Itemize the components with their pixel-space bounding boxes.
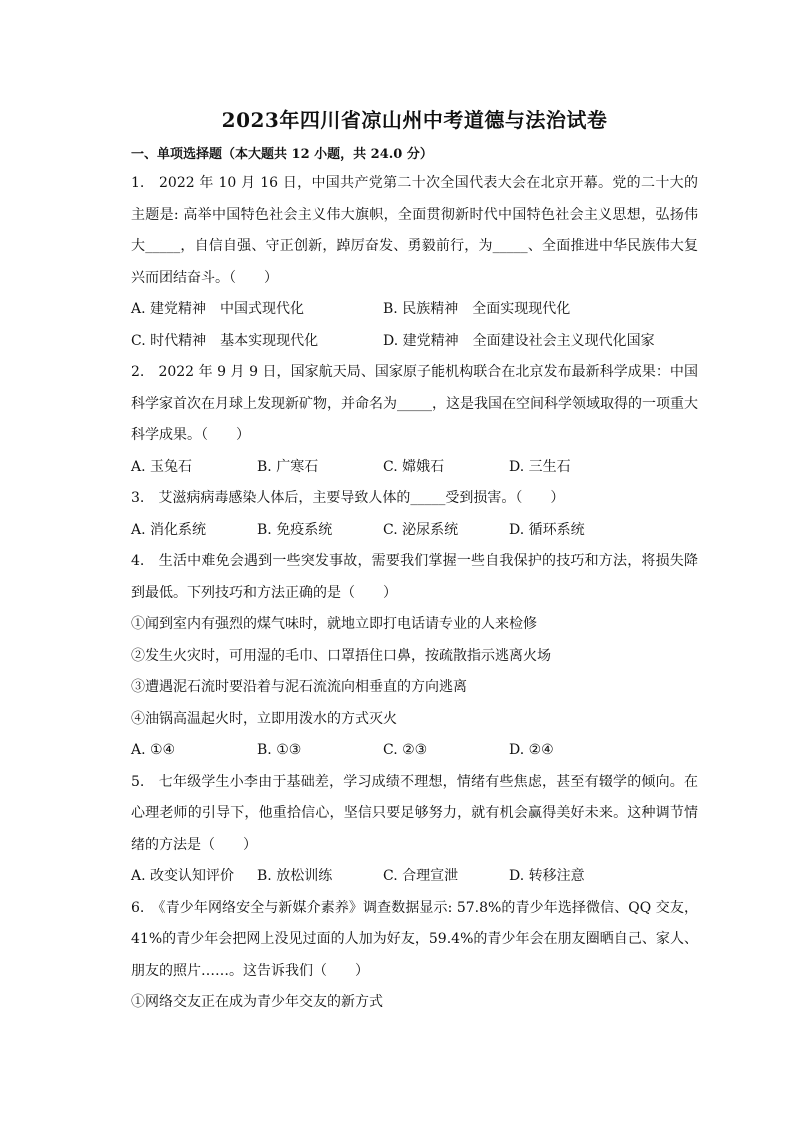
question-5	[131, 767, 698, 893]
option-d: D. 建党精神 全面建设社会主义现代化国家	[383, 332, 655, 349]
option-b: B. 免疫系统	[257, 521, 333, 538]
options-row	[131, 735, 698, 767]
question-6	[131, 893, 698, 1019]
question-text: 4. 生活中难免会遇到一些突发事故，需要我们掌握一些自我保护的技巧和方法，将损失降到最低。下列技巧和方法正确的是（ ）	[131, 553, 698, 601]
options-row	[131, 294, 698, 326]
option-c: C. 合理宣泄	[383, 868, 459, 884]
question-4	[131, 546, 698, 767]
option-a: A. 改变认知评价	[131, 868, 235, 884]
option-b: B. 民族精神 全面实现现代化	[383, 301, 571, 317]
option-d: D. 三生石	[509, 458, 571, 475]
statement-item: ①闻到室内有强烈的煤气味时，就地立即打电话请专业的人来检修	[131, 616, 537, 632]
option-a: A. 建党精神 中国式现代化	[131, 301, 305, 317]
question-2	[131, 357, 698, 483]
option-a: A. 玉兔石	[131, 458, 193, 475]
question-3	[131, 483, 698, 546]
question-text: 2. 2022 年 9 月 9 日，国家航天局、国家原子能机构联合在北京发布最新科学成果：中国科学家首次在月球上发现新矿物，并命名为_____，这是我国在空间科学领域取得的一项重大科学成果。（ ）	[131, 364, 698, 443]
options-row	[131, 515, 698, 547]
exam-title: 2023年四川省凉山州中考道德与法治试卷	[221, 108, 608, 132]
option-a: A. 消化系统	[131, 521, 207, 538]
question-text: 6. 《青少年网络安全与新媒介素养》调查数据显示: 57.8%的青少年选择微信、QQ 交友，41%的青少年会把网上没见过面的人加为好友，59.4%的青少年会在朋友圈晒自己、家人、朋友的照片……。这告诉我们（ ）	[131, 899, 698, 979]
option-c: C. 泌尿系统	[383, 521, 459, 538]
options-row	[131, 326, 698, 358]
statement-item: ③遭遇泥石流时要沿着与泥石流流向相垂直的方向逃离	[131, 679, 467, 695]
options-row	[131, 861, 698, 893]
statement-item: ④油锅高温起火时，立即用泼水的方式灭火	[131, 710, 397, 727]
option-d: D. 转移注意	[509, 868, 585, 884]
section-heading: 一、单项选择题（本大题共 12 小题，共 24.0 分）	[131, 147, 433, 162]
option-c: C. 嫦娥石	[383, 458, 445, 475]
options-row	[131, 452, 698, 484]
option-b: B. ①③	[257, 742, 302, 758]
option-d: D. ②④	[509, 742, 554, 758]
option-c: C. ②③	[383, 742, 428, 758]
option-c: C. 时代精神 基本实现现代化	[131, 332, 319, 349]
question-text: 3. 艾滋病病毒感染人体后，主要导致人体的_____受到损害。（ ）	[131, 490, 565, 506]
question-text: 5. 七年级学生小李由于基础差，学习成绩不理想，情绪有些焦虑，甚至有辍学的倾向。在心理老师的引导下，他重拾信心，坚信只要足够努力，就有机会赢得美好未来。这种调节情绪的方法是（ ）	[131, 773, 698, 853]
option-a: A. ①④	[131, 742, 176, 758]
option-b: B. 放松训练	[257, 868, 333, 884]
option-d: D. 循环系统	[509, 521, 585, 538]
statement-item: ②发生火灾时，可用湿的毛巾、口罩捂住口鼻，按疏散指示逃离火场	[131, 647, 551, 664]
option-b: B. 广寒石	[257, 458, 319, 475]
question-text: 1. 2022 年 10 月 16 日，中国共产党第二十次全国代表大会在北京开幕。党的二十大的主题是: 高举中国特色社会主义伟大旗帜，全面贯彻新时代中国特色社会主义思想，弘扬伟大_____，自信自强、守正创新，踔厉奋发、勇毅前行，为_____、全面推进中华民族伟大复兴而团结奋斗。（ ）	[131, 175, 698, 286]
statement-item: ①网络交友正在成为青少年交友的新方式	[131, 994, 383, 1010]
question-1	[131, 168, 698, 357]
